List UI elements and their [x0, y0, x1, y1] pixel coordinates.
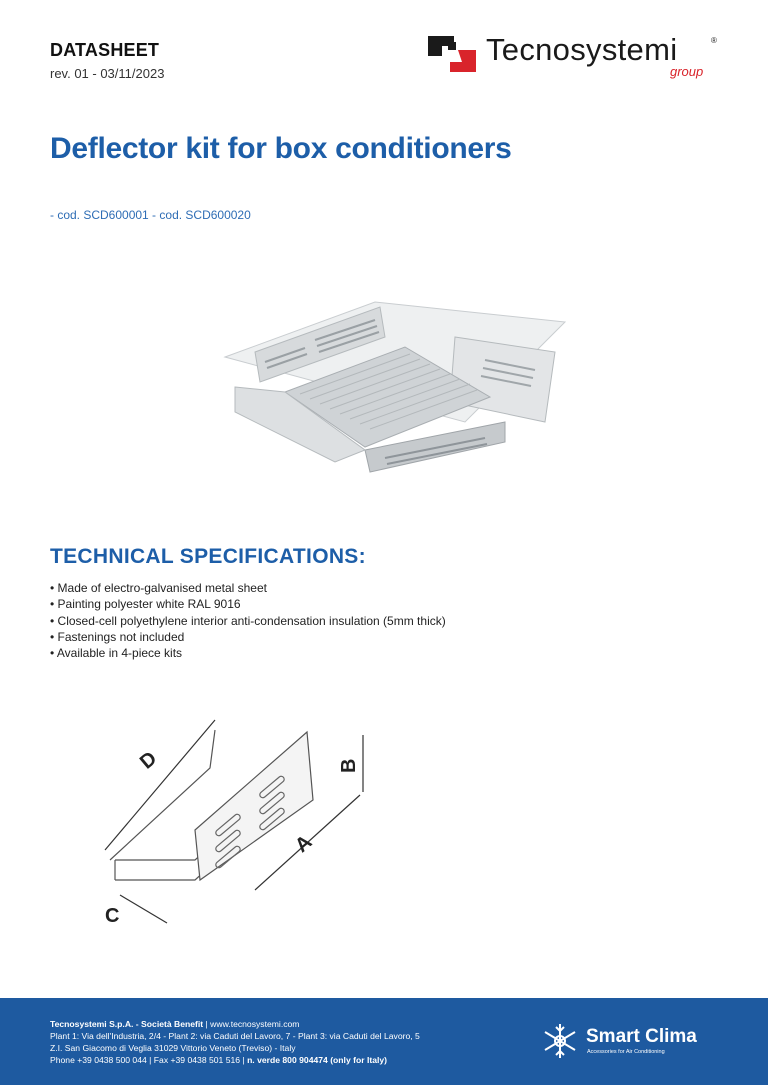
spec-item: • Available in 4-piece kits	[50, 646, 183, 661]
specs-list	[50, 580, 446, 661]
footer-toll-free: n. verde 800 904474 (only for Italy)	[247, 1055, 388, 1065]
logo-registered: ®	[711, 36, 717, 45]
smart-clima-logo	[541, 1022, 731, 1062]
dim-label-a: A	[291, 830, 317, 858]
footer	[0, 998, 768, 1085]
page-title: Deflector kit for box conditioners	[50, 132, 512, 165]
dim-label-d: D	[135, 747, 162, 774]
footer-website[interactable]: www.tecnosystemi.com	[210, 1019, 300, 1029]
separator: |	[242, 1055, 245, 1065]
technical-drawing	[45, 700, 385, 940]
snowflake-icon	[541, 1022, 579, 1060]
dim-label-b: B	[338, 758, 360, 773]
dim-label-c: C	[105, 905, 120, 927]
product-image	[215, 282, 575, 492]
footer-company-line	[50, 1019, 299, 1029]
spec-item: • Closed-cell polyethylene interior anti-condensation insulation (5mm thick)	[50, 613, 446, 628]
specs-heading: TECHNICAL SPECIFICATIONS:	[50, 545, 366, 568]
spec-item: • Fastenings not included	[50, 629, 185, 644]
brand-name: Smart Clima	[586, 1026, 697, 1047]
separator: |	[205, 1019, 208, 1029]
logo-mark-icon	[428, 32, 480, 76]
product-codes: - cod. SCD600001 - cod. SCD600020	[50, 208, 251, 222]
doc-type: DATASHEET	[50, 40, 160, 60]
logo-group: group	[670, 64, 704, 79]
footer-contacts	[50, 1055, 387, 1065]
separator: |	[149, 1055, 152, 1065]
tecnosystemi-logo	[428, 30, 728, 82]
brand-tagline: Accessories for Air Conditioning	[587, 1049, 665, 1055]
logo-wordmark: Tecnosystemi	[486, 32, 678, 67]
footer-plants: Plant 1: Via dell'Industria, 2/4 - Plant 2: via Caduti del Lavoro, 7 - Plant 3: via Caduti del Lavoro, 5	[50, 1031, 420, 1041]
revision: rev. 01 - 03/11/2023	[50, 66, 165, 81]
spec-item: • Made of electro-galvanised metal sheet	[50, 581, 267, 595]
footer-fax: Fax +39 0438 501 516	[153, 1055, 241, 1065]
spec-item: • Painting polyester white RAL 9016	[50, 597, 241, 612]
footer-phone: Phone +39 0438 500 044	[50, 1055, 147, 1065]
footer-address: Z.I. San Giacomo di Veglia 31029 Vittorio Veneto (Treviso) - Italy	[50, 1043, 296, 1053]
footer-company: Tecnosystemi S.p.A. - Società Benefit	[50, 1019, 204, 1029]
